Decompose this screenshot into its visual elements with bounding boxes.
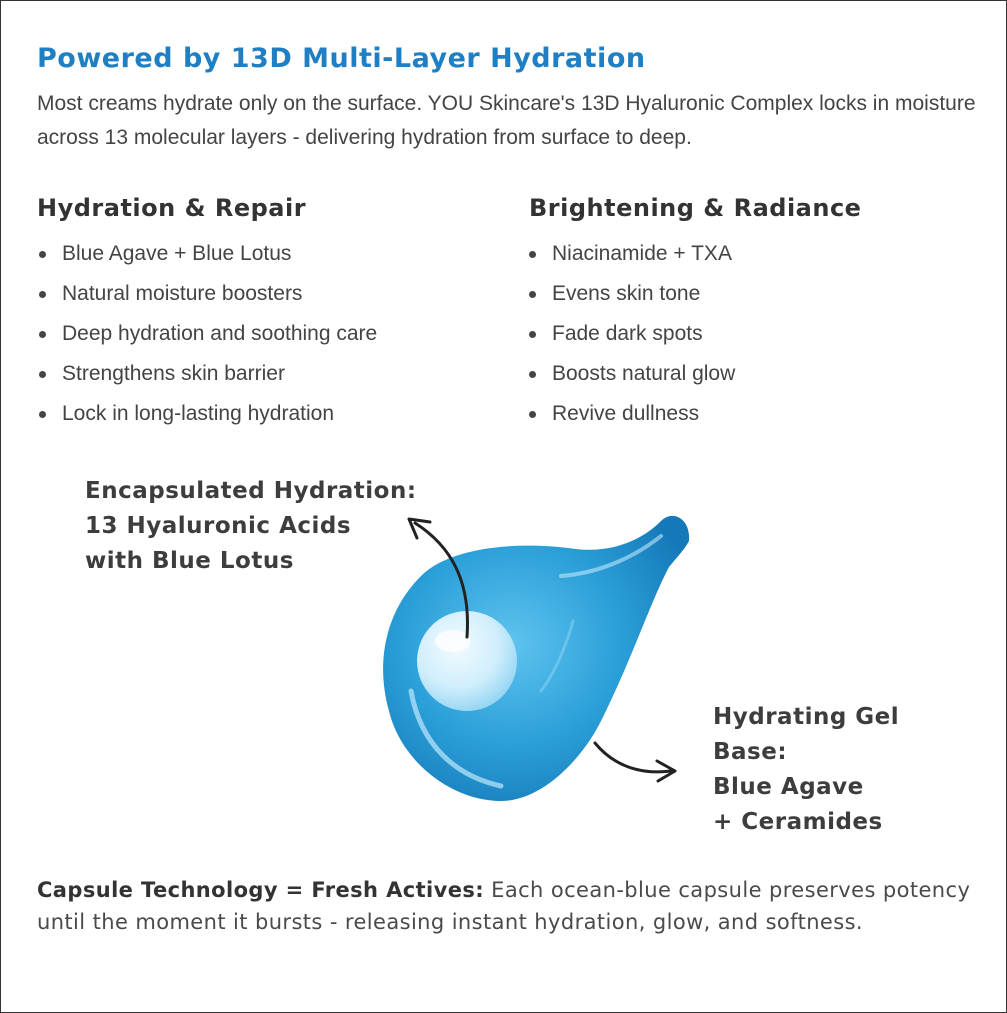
footer-lead: Capsule Technology = Fresh Actives: — [37, 878, 485, 902]
capsule-callout: Encapsulated Hydration: 13 Hyaluronic Acids with Blue Lotus — [85, 478, 417, 574]
list-item: Boosts natural glow — [527, 357, 735, 397]
list-item: Evens skin tone — [527, 277, 735, 317]
hydration-repair-heading: Hydration & Repair — [37, 194, 307, 222]
page-title: Powered by 13D Multi-Layer Hydration — [37, 43, 646, 74]
list-item: Niacinamide + TXA — [527, 237, 735, 277]
intro-text: Most creams hydrate only on the surface. YOU Skincare's 13D Hyaluronic Complex locks in moisture across 13 molecular layers - delivering hydration from surface to deep. — [37, 92, 976, 149]
footer-body: Each ocean-blue capsule preserves potency until the moment it bursts - releasing instant hydration, glow, and softness. — [37, 878, 971, 934]
list-item: Strengthens skin barrier — [37, 357, 377, 397]
list-item: Fade dark spots — [527, 317, 735, 357]
list-item: Blue Agave + Blue Lotus — [37, 237, 377, 277]
list-item: Lock in long-lasting hydration — [37, 397, 377, 437]
list-item: Natural moisture boosters — [37, 277, 377, 317]
gel-base-callout: Hydrating Gel Base: Blue Agave + Ceramides — [713, 704, 900, 835]
list-item: Deep hydration and soothing care — [37, 317, 377, 357]
footer-text — [37, 874, 972, 938]
gel-arrow-icon — [595, 743, 675, 781]
capsule-highlight — [435, 630, 471, 652]
brightening-radiance-heading: Brightening & Radiance — [529, 194, 862, 222]
list-item: Revive dullness — [527, 397, 735, 437]
